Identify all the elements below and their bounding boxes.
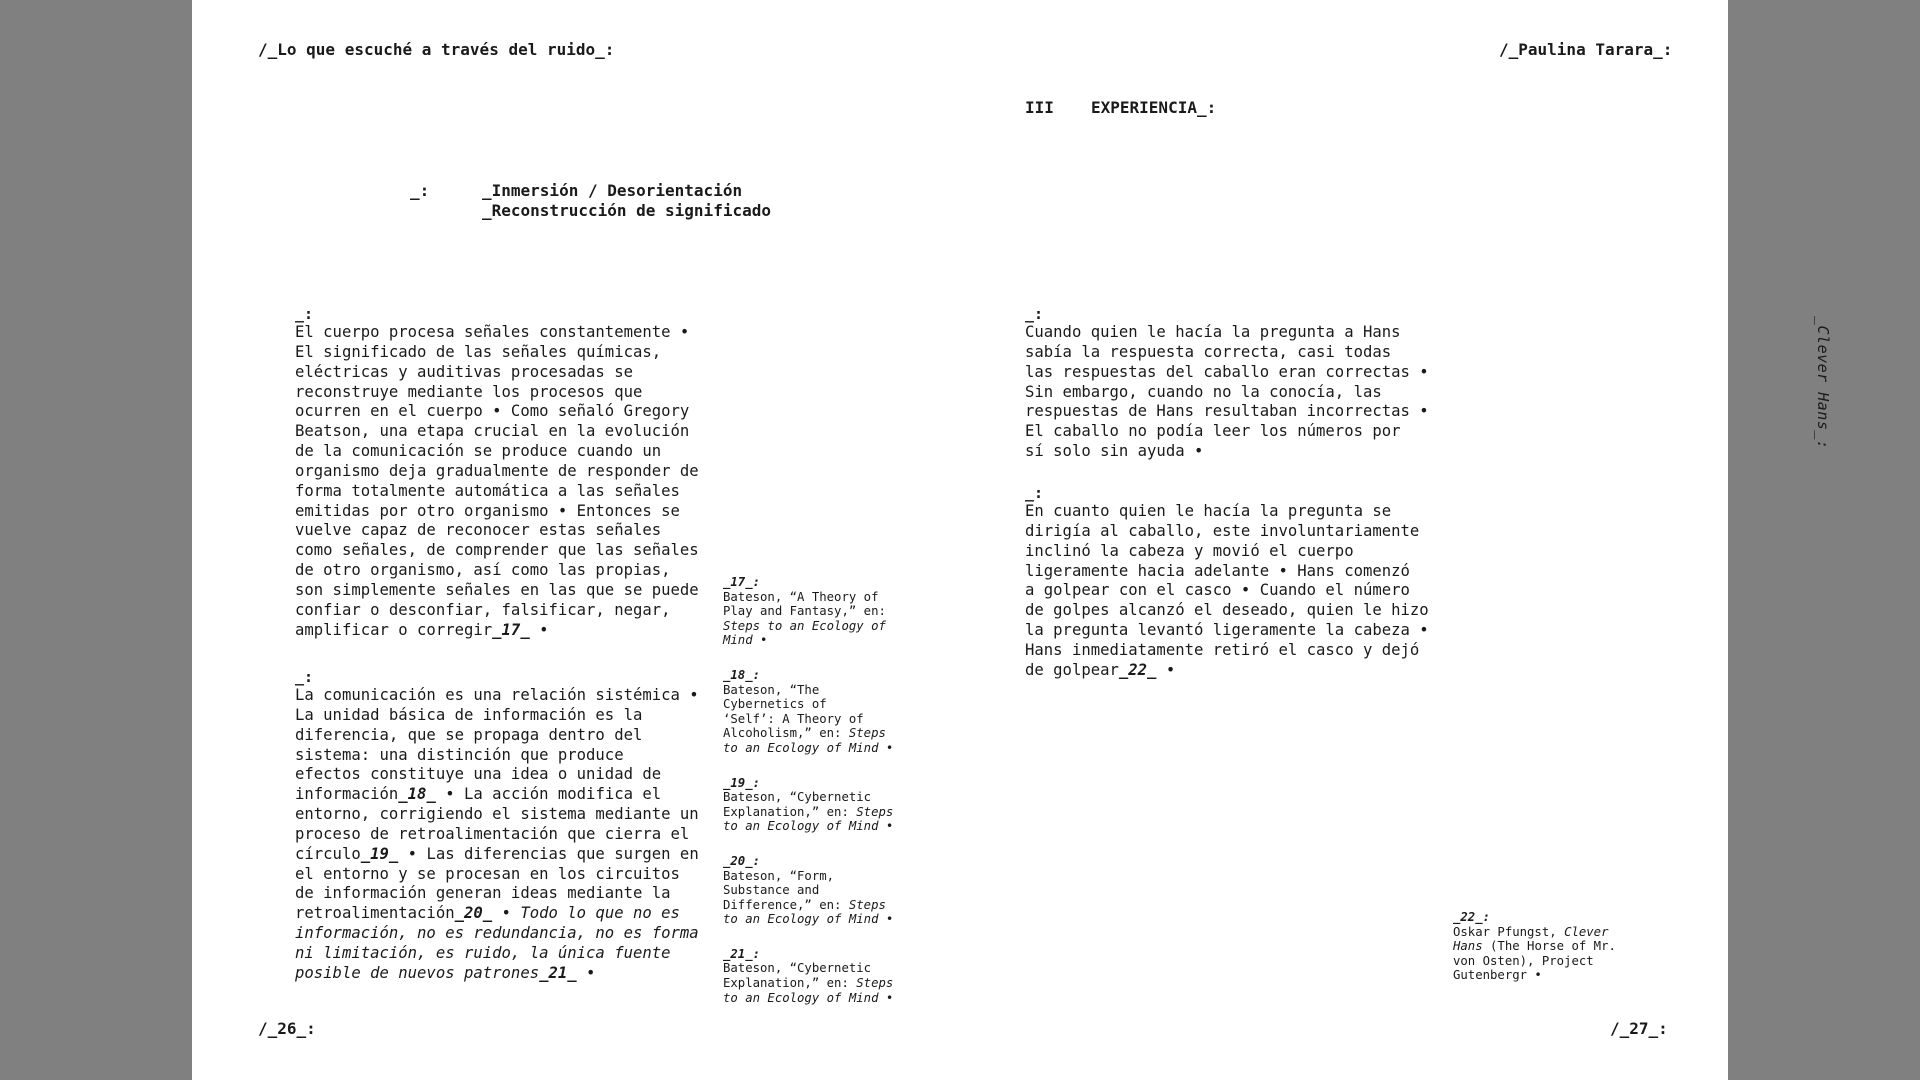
chapter-title: EXPERIENCIA_: <box>1091 98 1217 117</box>
paragraph-text: En cuanto quien le hacía la pregunta se dirigía al caballo, este involuntariamente inclinó la cabeza y movió el cuerpo ligeramente hacia adelante • Hans comenzó a golpear con el casco • Cuando el número de golpes alcanzó el deseado, quien le hizo la pregunta levantó ligeramente la cabeza • Hans inmediatamente retiró el casco y dejó de golpear <box>1025 502 1429 679</box>
left-page-number: /_26_: <box>258 1019 316 1038</box>
footnote-ref-19[interactable]: _19_ <box>360 844 399 863</box>
paragraph-marker: _: <box>1025 305 1044 323</box>
chapter-number: III <box>1025 98 1054 117</box>
paragraph-end: • <box>529 620 549 639</box>
paragraph-text: El cuerpo procesa señales constantemente • El significado de las señales químicas, eléctricas y auditivas procesadas se reconstruye mediante los procesos que ocurren en el cuerpo • Como señaló Gregory Beatson, una etapa crucial en la evolución de la comunicación se produce cuando un organismo deja gradualmente de responder de forma totalmente automática a las señales emitidas por otro organismo • Entonces se vuelve capaz de reconocer estas señales como señales, de comprender que las señales de otro organismo, así como las propias, son simplemente señales en las que se puede confiar o desconfiar, falsificar, negar, amplificar o corregir <box>295 323 699 639</box>
footnote-number: _20_: <box>723 853 761 868</box>
left-footnotes <box>723 575 913 1025</box>
vertical-side-label: _Clever Hans_: <box>1814 316 1832 450</box>
right-paragraph-1 <box>1025 305 1445 462</box>
paragraph-text-c: • Las diferencias que surgen en el entorno y se procesan en los circuitos de información generan ideas mediante la retroalimentación <box>295 844 699 923</box>
footnote-text: Oskar Pfungst, <box>1453 924 1565 939</box>
section-subtitles <box>410 181 810 225</box>
right-running-title: /_Paulina Tarara_: <box>1499 40 1673 59</box>
footnote-ref-21[interactable]: _21_ <box>539 963 577 982</box>
footnote-title: Steps to an Ecology of Mind <box>723 976 894 1005</box>
footnote-end: • <box>878 740 894 755</box>
paragraph-end: • <box>576 963 596 982</box>
footnote-end: • <box>752 633 768 648</box>
footnote-number: _17_: <box>723 575 761 589</box>
footnote-17 <box>723 575 913 648</box>
footnote-20 <box>723 854 913 927</box>
footnote-title: Steps to an Ecology of Mind <box>723 726 886 755</box>
footnote-ref-18[interactable]: _18_ <box>398 785 436 804</box>
footnote-title: Steps to an Ecology of Mind <box>723 804 894 834</box>
footnote-title: Clever Hans <box>1453 924 1609 954</box>
paragraph-marker: _: <box>1025 484 1044 502</box>
footnote-number: _19_: <box>723 775 761 790</box>
right-paragraph-2 <box>1025 484 1445 681</box>
paragraph-text-d: • <box>492 904 521 923</box>
footnote-title: Steps to an Ecology of Mind <box>723 618 886 648</box>
footnote-ref-22[interactable]: _22_ <box>1118 660 1157 679</box>
section-line-1: _Inmersión / Desorientación <box>482 181 743 200</box>
section-line-2: _Reconstrucción de significado <box>482 201 771 220</box>
footnote-text: Bateson, “A Theory of Play and Fantasy,” en: <box>723 589 886 619</box>
book-spread <box>192 0 1832 1080</box>
left-paragraph-1 <box>295 305 715 641</box>
paragraph-italic-quote: Todo lo que no es información, no es redundancia, no es forma ni limitación, es ruido, la única fuente posible de nuevos patrones <box>295 904 699 982</box>
section-marker: _: <box>410 181 430 200</box>
footnote-22 <box>1453 910 1633 983</box>
footnote-21 <box>723 947 913 1005</box>
paragraph-marker: _: <box>295 668 314 686</box>
footnote-ref-20[interactable]: _20_ <box>454 904 493 923</box>
paragraph-text: Cuando quien le hacía la pregunta a Hans sabía la respuesta correcta, casi todas las respuestas del caballo eran correctas • Sin embargo, cuando no la conocía, las respuestas de Hans resultaban incorrectas • El caballo no podía leer los números por sí solo sin ayuda • <box>1025 323 1429 461</box>
left-running-title: /_Lo que escuché a través del ruido_: <box>258 40 615 59</box>
right-page-number: /_27_: <box>1610 1019 1668 1038</box>
left-paragraph-2 <box>295 668 715 984</box>
footnote-end: • <box>878 990 894 1005</box>
footnote-text: Bateson, “Cybernetic Explanation,” en: <box>723 790 872 819</box>
footnote-number: _21_: <box>723 946 761 961</box>
footnote-title: Steps to an Ecology of Mind <box>723 897 886 927</box>
paragraph-text-a: La comunicación es una relación sistémica • La unidad básica de información es la diferencia, que se propaga dentro del sistema: una distinción que produce efectos constituye una idea o unidad de información <box>295 686 699 804</box>
footnote-19 <box>723 776 913 834</box>
footnote-rest: (The Horse of Mr. von Osten), Project Gutenbergr • <box>1453 939 1616 983</box>
footnote-end: • <box>878 819 894 834</box>
paragraph-end: • <box>1156 660 1176 679</box>
footnote-text: Bateson, “Cybernetic Explanation,” en: <box>723 961 872 991</box>
paragraph-text-b: • La acción modifica el entorno, corrigiendo el sistema mediante un proceso de retroalimentación que cierra el círculo <box>295 785 699 863</box>
footnote-number: _22_: <box>1453 910 1491 924</box>
footnote-ref-17[interactable]: _17_ <box>492 620 530 639</box>
paragraph-marker: _: <box>295 305 314 323</box>
footnote-text: Bateson, “Form, Substance and Difference,” en: <box>723 868 842 912</box>
footnote-end: • <box>878 912 894 927</box>
footnote-text: Bateson, “The Cybernetics of ‘Self’: A Theory of Alcoholism,” en: <box>723 682 864 741</box>
footnote-number: _18_: <box>723 667 761 682</box>
footnote-18 <box>723 668 913 756</box>
right-footnotes <box>1453 910 1633 1003</box>
